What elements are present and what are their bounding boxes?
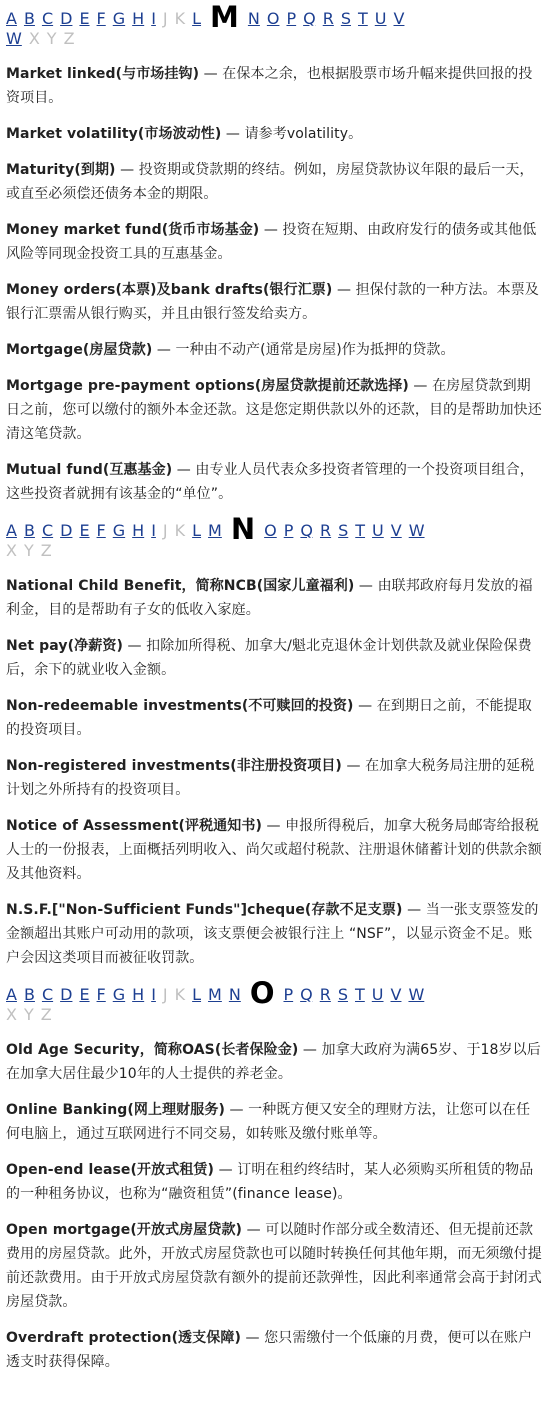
glossary-term: Mutual fund(互惠基金) (6, 462, 173, 478)
glossary-definition: — 当一张支票签发的金额超出其账户可动用的款项，该支票便会被银行注上 “NSF”，以显示资金不足。账户会因这类项目而被征收罚款。 (6, 902, 539, 966)
letter-disabled: Z (63, 29, 75, 48)
letter-link[interactable]: T (358, 9, 368, 28)
letter-link[interactable]: G (112, 9, 126, 28)
letter-disabled: Y (23, 1005, 34, 1024)
glossary-definition: — 在房屋贷款到期日之前，您可以缴付的额外本金还款。这是您定期供款以外的还款，目的是帮助加快还清这笔贷款。 (6, 378, 542, 442)
letter-disabled: Z (40, 1005, 52, 1024)
glossary-term: Maturity(到期) (6, 162, 116, 178)
letter-link[interactable]: I (151, 9, 156, 28)
glossary-entry (6, 634, 542, 682)
letter-link[interactable]: V (390, 985, 402, 1004)
glossary-entry (6, 218, 542, 266)
alphabet-row (6, 976, 542, 1010)
alphabet-row (6, 512, 542, 546)
letter-link[interactable]: U (372, 521, 384, 540)
glossary-entry (6, 374, 542, 446)
letter-link[interactable]: N (247, 9, 260, 28)
glossary-entry (6, 1038, 542, 1086)
letter-link[interactable]: Q (300, 521, 313, 540)
glossary-entry (6, 574, 542, 622)
letter-disabled: J (162, 9, 168, 28)
letter-link[interactable]: Q (300, 985, 313, 1004)
glossary-definition: — 申报所得税后，加拿大税务局邮寄给报税人士的一份报表，上面概括列明收入、尚欠或超付税款、注册退休储蓄计划的供款余额及其他资料。 (6, 818, 542, 882)
section-m-entries (6, 62, 542, 518)
glossary-definition: — 投资在短期、由政府发行的债务或其他低风险等同现金投资工具的互惠基金。 (6, 222, 537, 262)
letter-disabled: Z (40, 541, 52, 560)
letter-disabled: X (6, 541, 17, 560)
glossary-term: Open-end lease(开放式租赁) (6, 1162, 215, 1178)
glossary-definition: — 一种既方便又安全的理财方法，让您可以在任何电脑上，通过互联网进行不同交易，如转账及缴付账单等。 (6, 1102, 531, 1142)
letter-link[interactable]: N (228, 985, 241, 1004)
glossary-entry (6, 458, 542, 506)
glossary-term: Market linked(与市场挂钩) (6, 66, 200, 82)
letter-link[interactable]: D (60, 9, 73, 28)
letter-link[interactable]: O (266, 9, 280, 28)
letter-link[interactable]: R (319, 985, 331, 1004)
letter-disabled: X (28, 29, 40, 48)
glossary-definition: — 在加拿大税务局注册的延税计划之外所持有的投资项目。 (6, 758, 535, 798)
glossary-entry (6, 338, 542, 362)
letter-link[interactable]: E (79, 9, 90, 28)
letter-link[interactable]: E (79, 521, 90, 540)
letter-link[interactable]: S (338, 521, 349, 540)
glossary-definition: — 您只需缴付一个低廉的月费，便可以在账户透支时获得保障。 (6, 1330, 533, 1370)
glossary-definition: — 可以随时作部分或全数清还、但无提前还款费用的房屋贷款。此外，开放式房屋贷款也可以随时转换任何其他年期，而无须缴付提前还款费用。由于开放式房屋贷款有额外的提前还款弹性，因此利率通常会高于封闭式房屋贷款。 (6, 1222, 542, 1310)
glossary-entry (6, 814, 542, 886)
letter-link[interactable]: R (319, 521, 332, 540)
glossary-definition: — 投资期或贷款期的终结。例如，房屋贷款协议年限的最后一天，或直至必须偿还债务本金的期限。 (6, 162, 534, 202)
letter-link[interactable]: G (112, 521, 126, 540)
alphabet-row (6, 28, 542, 52)
letter-disabled: J (162, 521, 168, 540)
glossary-definition: — 订明在租约终结时，某人必须购买所租赁的物品的一种租务协议，也称为“融资租赁”(finance lease)。 (6, 1162, 534, 1202)
letter-link[interactable]: F (96, 985, 106, 1004)
letter-link[interactable]: B (23, 9, 35, 28)
glossary-entry (6, 278, 542, 326)
section-n-entries (6, 574, 542, 982)
glossary-definition: — 加拿大政府为满65岁、于18岁以后在加拿大居住最少10年的人士提供的养老金。 (6, 1042, 541, 1082)
letter-link[interactable]: E (79, 985, 90, 1004)
glossary-entry (6, 122, 542, 146)
glossary-term: National Child Benefit，简称NCB(国家儿童福利) (6, 578, 355, 594)
letter-link[interactable]: F (96, 521, 106, 540)
letter-disabled: Y (46, 29, 57, 48)
letter-link[interactable]: A (6, 521, 17, 540)
glossary-entry (6, 62, 542, 110)
glossary-term: Old Age Security，简称OAS(长者保险金) (6, 1042, 299, 1058)
letter-link[interactable]: H (132, 521, 145, 540)
glossary-term: Money market fund(货币市场基金) (6, 222, 260, 238)
section-o-entries (6, 1038, 542, 1386)
letter-link[interactable]: A (6, 985, 17, 1004)
glossary-term: Overdraft protection(透支保障) (6, 1330, 241, 1346)
letter-disabled: K (174, 9, 186, 28)
letter-link[interactable]: C (41, 521, 54, 540)
letter-disabled: K (174, 521, 186, 540)
letter-disabled: J (162, 985, 168, 1004)
glossary-term: Money orders(本票)及bank drafts(银行汇票) (6, 282, 333, 298)
letter-link[interactable]: R (322, 9, 334, 28)
glossary-entry (6, 694, 542, 742)
glossary-term: Online Banking(网上理财服务) (6, 1102, 225, 1118)
letter-link[interactable]: O (264, 521, 277, 540)
letter-link[interactable]: L (192, 521, 202, 540)
letter-link[interactable]: B (23, 521, 35, 540)
glossary-entry (6, 898, 542, 970)
letter-link[interactable]: V (390, 521, 402, 540)
glossary-term: Net pay(净薪资) (6, 638, 123, 654)
glossary-term: Notice of Assessment(评税通知书) (6, 818, 262, 834)
letter-link[interactable]: V (393, 9, 405, 28)
letter-link[interactable]: T (355, 985, 365, 1004)
alphabet-row (6, 0, 542, 34)
letter-link[interactable]: I (151, 985, 156, 1004)
letter-link[interactable]: M (208, 985, 222, 1004)
letter-link[interactable]: D (60, 521, 73, 540)
letter-link[interactable]: W (6, 29, 22, 48)
glossary-entry (6, 1326, 542, 1374)
current-letter: N (230, 512, 256, 546)
letter-link[interactable]: S (340, 9, 351, 28)
alphabet-nav-o (6, 976, 542, 1028)
glossary-definition: — 一种由不动产(通常是房屋)作为抵押的贷款。 (152, 342, 455, 358)
letter-disabled: X (6, 1005, 17, 1024)
glossary-entry (6, 1218, 542, 1314)
current-letter: M (210, 0, 239, 34)
letter-link[interactable]: F (96, 9, 106, 28)
letter-link[interactable]: B (23, 985, 35, 1004)
glossary-entry (6, 1158, 542, 1206)
glossary-term: Non-redeemable investments(不可赎回的投资) (6, 698, 354, 714)
letter-link[interactable]: M (208, 521, 222, 540)
glossary-definition: — 由联邦政府每月发放的福利金，目的是帮助有子女的低收入家庭。 (6, 578, 533, 618)
letter-link[interactable]: U (374, 9, 387, 28)
letter-link[interactable]: W (408, 521, 425, 540)
letter-link[interactable]: H (132, 985, 145, 1004)
glossary-term: Market volatility(市场波动性) (6, 126, 222, 142)
glossary-entry (6, 754, 542, 802)
letter-link[interactable]: I (151, 521, 156, 540)
letter-link[interactable]: A (6, 9, 17, 28)
glossary-term: Mortgage pre-payment options(房屋贷款提前还款选择) (6, 378, 409, 394)
alphabet-row (6, 1004, 542, 1028)
alphabet-row (6, 540, 542, 564)
glossary-entry (6, 1098, 542, 1146)
glossary-entry (6, 158, 542, 206)
letter-link[interactable]: L (192, 985, 202, 1004)
letter-link[interactable]: G (112, 985, 126, 1004)
glossary-term: N.S.F.["Non-Sufficient Funds"]cheque(存款不足支票) (6, 902, 403, 918)
letter-link[interactable]: D (60, 985, 73, 1004)
letter-link[interactable]: Q (303, 9, 316, 28)
glossary-term: Non-registered investments(非注册投资项目) (6, 758, 342, 774)
letter-link[interactable]: W (408, 985, 425, 1004)
letter-disabled: K (174, 985, 186, 1004)
letter-link[interactable]: T (355, 521, 366, 540)
alphabet-nav-m (6, 0, 542, 52)
letter-disabled: Y (23, 541, 34, 560)
letter-link[interactable]: S (337, 985, 349, 1004)
glossary-term: Open mortgage(开放式房屋贷款) (6, 1222, 243, 1238)
glossary-definition: — 请参考volatility。 (221, 126, 363, 142)
glossary-definition: — 由专业人员代表众多投资者管理的一个投资项目组合，这些投资者就拥有该基金的“单位”。 (6, 462, 534, 502)
glossary-term: Mortgage(房屋贷款) (6, 342, 153, 358)
letter-link[interactable]: H (132, 9, 145, 28)
letter-link[interactable]: C (41, 985, 54, 1004)
glossary-definition: — 在保本之余，也根据股票市场升幅来提供回报的投资项目。 (6, 66, 533, 106)
letter-link[interactable]: L (192, 9, 202, 28)
glossary-definition: — 扣除加所得税、加拿大/魁北克退休金计划供款及就业保险保费后，余下的就业收入金额。 (6, 638, 532, 678)
current-letter: O (249, 976, 275, 1010)
letter-link[interactable]: C (41, 9, 54, 28)
letter-link[interactable]: P (286, 9, 297, 28)
letter-link[interactable]: U (371, 985, 384, 1004)
letter-link[interactable]: P (283, 985, 294, 1004)
alphabet-nav-n (6, 512, 542, 564)
glossary-definition: — 在到期日之前，不能提取的投资项目。 (6, 698, 532, 738)
letter-link[interactable]: P (283, 521, 294, 540)
glossary-definition: — 担保付款的一种方法。本票及银行汇票需从银行购买，并且由银行签发给卖方。 (6, 282, 539, 322)
